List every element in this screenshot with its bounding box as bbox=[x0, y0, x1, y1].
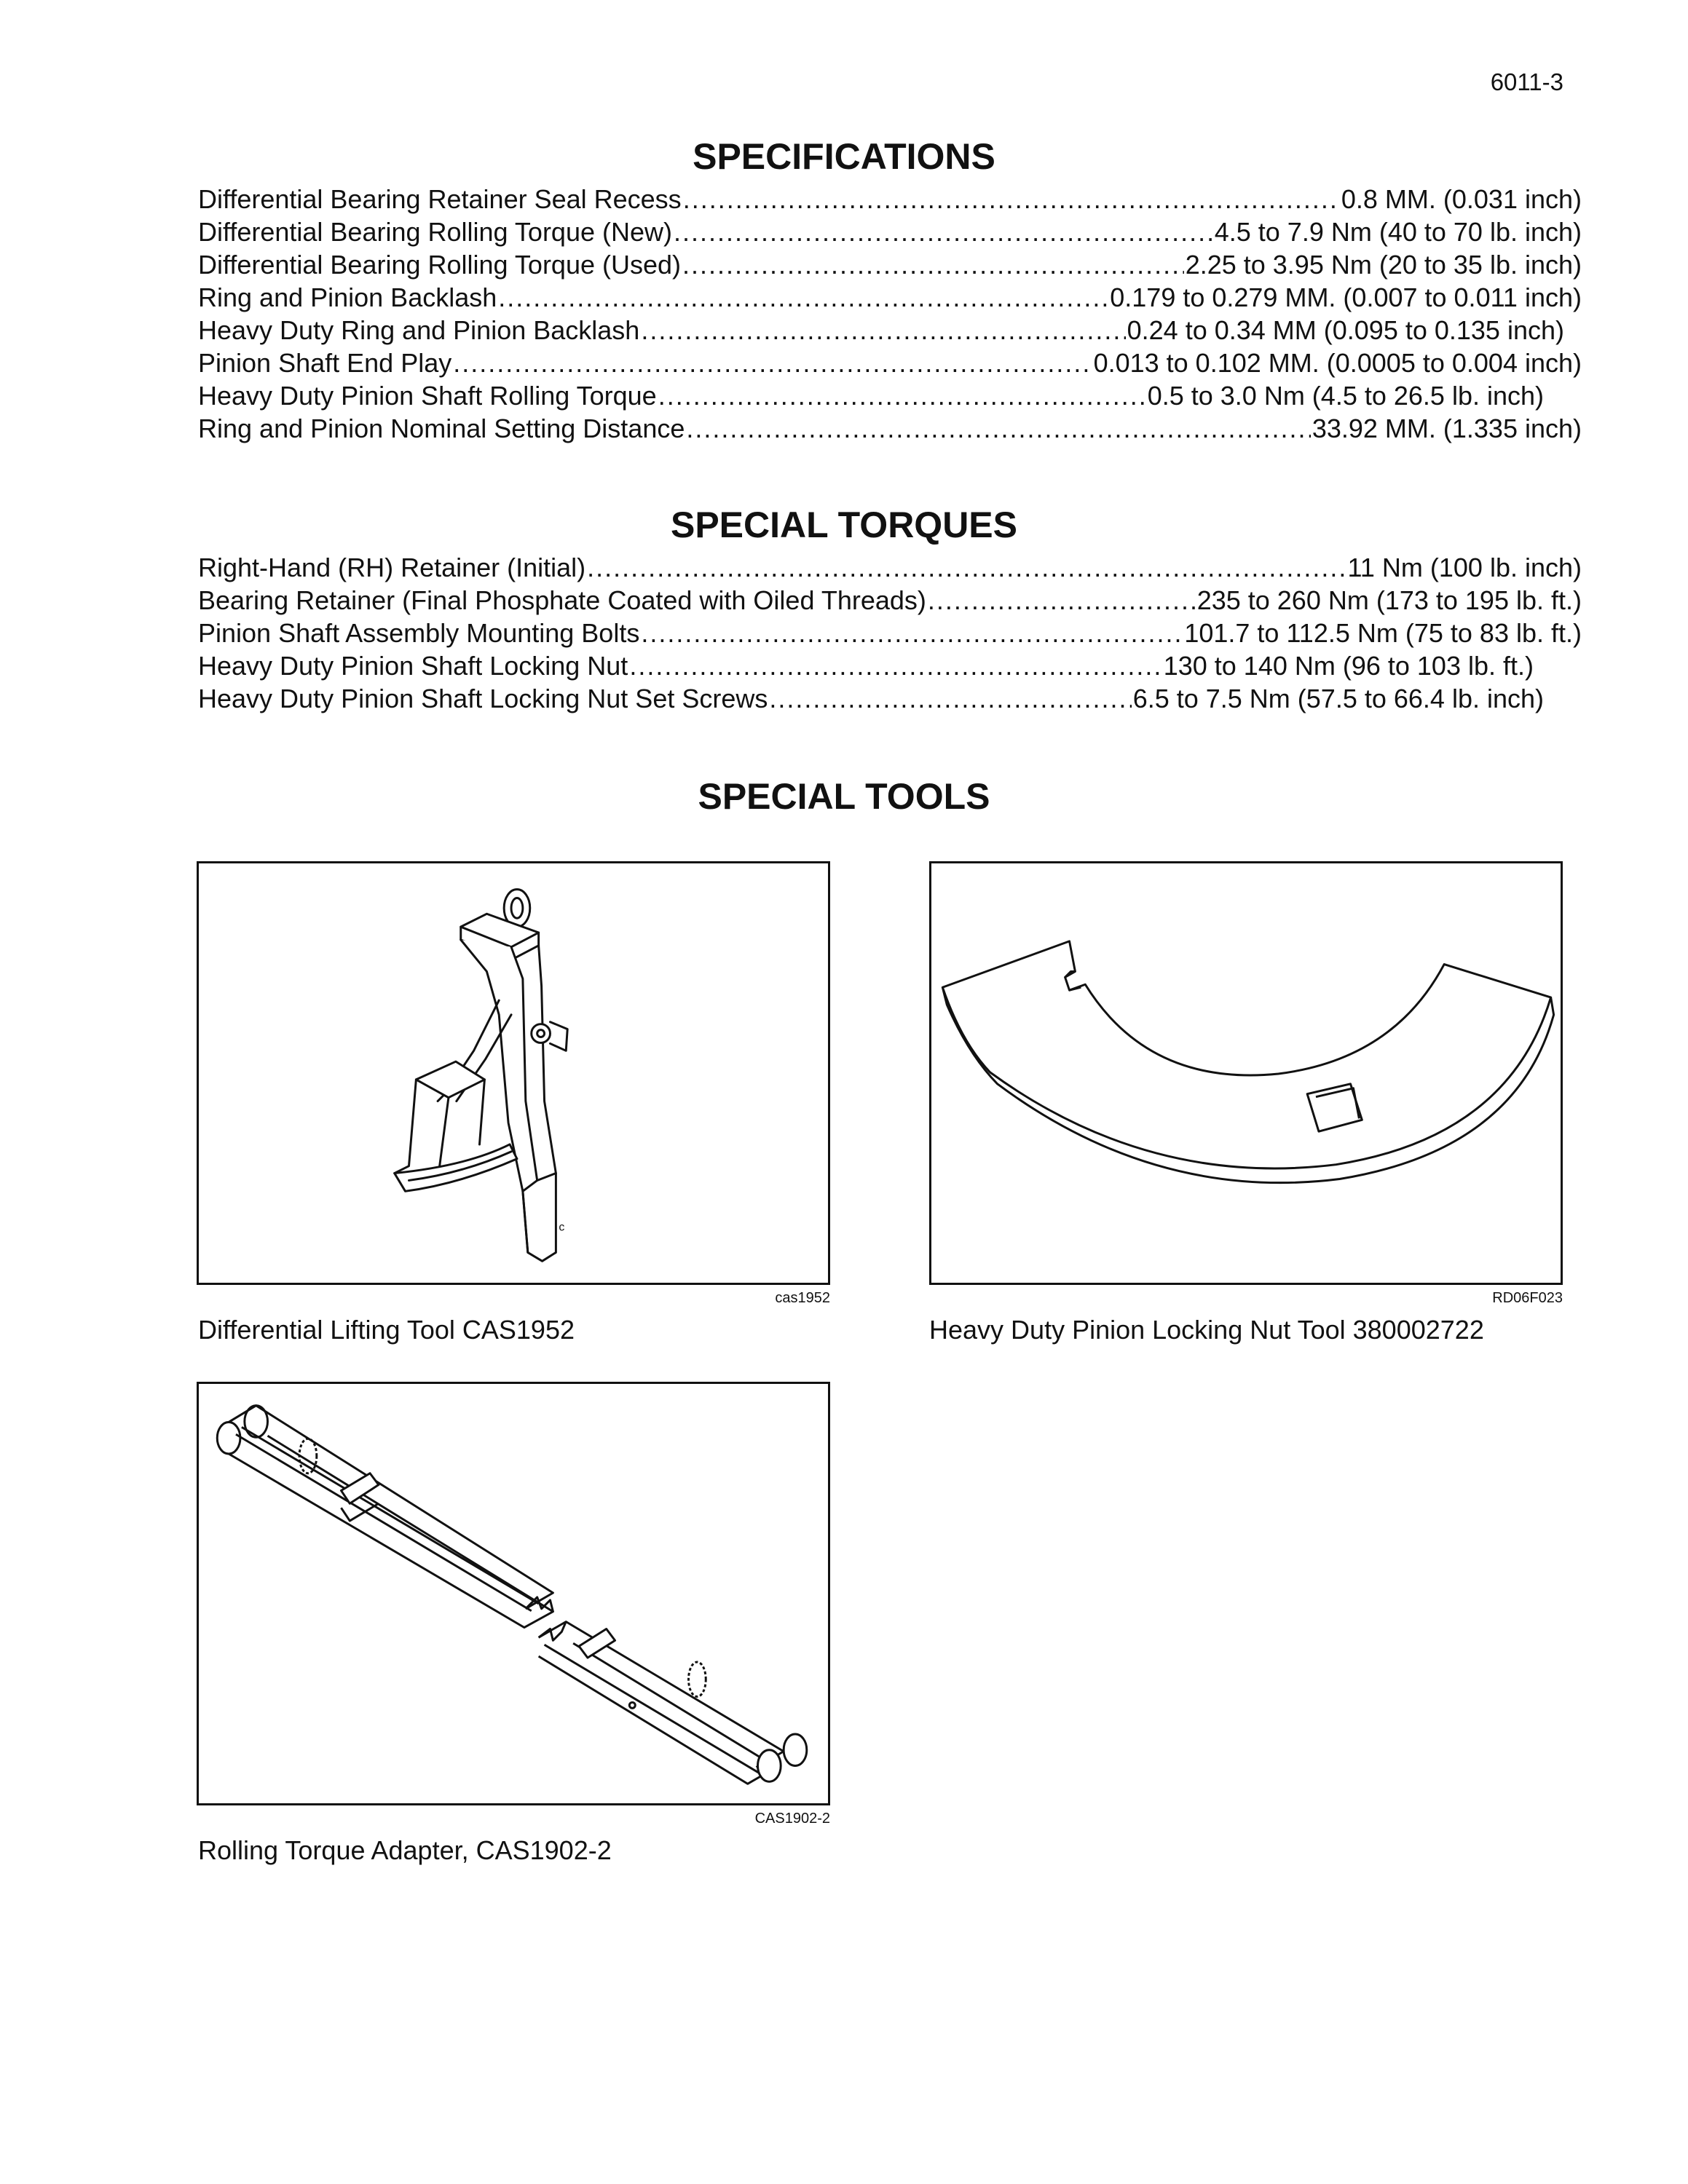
spec-row bbox=[198, 314, 1564, 347]
spec-name: Differential Bearing Rolling Torque (Used) bbox=[198, 250, 682, 280]
torque-name: Right-Hand (RH) Retainer (Initial) bbox=[198, 553, 586, 582]
spec-row bbox=[198, 347, 1582, 379]
dot-leader bbox=[683, 183, 1340, 215]
dot-leader bbox=[686, 412, 1310, 445]
locking-nut-tool-figure bbox=[929, 861, 1563, 1285]
spec-name: Ring and Pinion Backlash bbox=[198, 282, 497, 312]
torque-name: Pinion Shaft Assembly Mounting Bolts bbox=[198, 618, 640, 648]
torque-name: Bearing Retainer (Final Phosphate Coated with Oiled Threads) bbox=[198, 585, 926, 615]
dot-leader bbox=[682, 248, 1184, 281]
locking-nut-tool-illustration bbox=[931, 863, 1561, 1283]
spec-name: Differential Bearing Retainer Seal Recess bbox=[198, 184, 682, 214]
dot-leader bbox=[641, 314, 1125, 347]
rolling-torque-adapter-caption: Rolling Torque Adapter, CAS1902-2 bbox=[198, 1835, 612, 1865]
locking-nut-tool-caption: Heavy Duty Pinion Locking Nut Tool 380002722 bbox=[929, 1315, 1484, 1345]
torque-value: 130 to 140 Nm (96 to 103 lb. ft.) bbox=[1163, 651, 1534, 681]
rolling-torque-adapter-code: CAS1902-2 bbox=[754, 1811, 830, 1827]
spec-row bbox=[198, 379, 1544, 412]
lifting-tool-code: cas1952 bbox=[775, 1290, 830, 1306]
svg-text:c: c bbox=[559, 1221, 565, 1234]
spec-row bbox=[198, 248, 1582, 281]
special-torques-list bbox=[198, 551, 1582, 715]
lifting-tool-figure bbox=[197, 861, 830, 1285]
spec-value: 2.25 to 3.95 Nm (20 to 35 lb. inch) bbox=[1185, 250, 1582, 280]
specifications-heading: SPECIFICATIONS bbox=[693, 136, 995, 177]
lifting-tool-caption: Differential Lifting Tool CAS1952 bbox=[198, 1315, 575, 1345]
torque-value: 235 to 260 Nm (173 to 195 lb. ft.) bbox=[1196, 585, 1582, 615]
spec-row bbox=[198, 281, 1582, 314]
spec-name: Pinion Shaft End Play bbox=[198, 348, 452, 378]
spec-value: 0.013 to 0.102 MM. (0.0005 to 0.004 inch) bbox=[1093, 348, 1582, 378]
torque-row bbox=[198, 682, 1544, 715]
special-tools-heading: SPECIAL TOOLS bbox=[698, 776, 990, 817]
torque-row bbox=[198, 551, 1582, 584]
spec-value: 33.92 MM. (1.335 inch) bbox=[1312, 414, 1582, 443]
spec-value: 0.24 to 0.34 MM (0.095 to 0.135 inch) bbox=[1127, 315, 1564, 345]
spec-name: Heavy Duty Ring and Pinion Backlash bbox=[198, 315, 640, 345]
dot-leader bbox=[498, 281, 1108, 314]
dot-leader bbox=[769, 682, 1131, 715]
spec-value: 0.179 to 0.279 MM. (0.007 to 0.011 inch) bbox=[1110, 282, 1582, 312]
spec-row bbox=[198, 215, 1582, 248]
torque-value: 11 Nm (100 lb. inch) bbox=[1347, 553, 1582, 582]
rolling-torque-adapter-figure bbox=[197, 1382, 830, 1805]
spec-name: Heavy Duty Pinion Shaft Rolling Torque bbox=[198, 381, 657, 411]
torque-value: 6.5 to 7.5 Nm (57.5 to 66.4 lb. inch) bbox=[1132, 684, 1544, 713]
torque-row bbox=[198, 584, 1582, 617]
spec-value: 0.8 MM. (0.031 inch) bbox=[1341, 184, 1582, 214]
page-number: 6011-3 bbox=[1490, 68, 1563, 95]
dot-leader bbox=[641, 617, 1183, 649]
special-torques-heading: SPECIAL TORQUES bbox=[670, 505, 1018, 545]
dot-leader bbox=[587, 551, 1346, 584]
torque-name: Heavy Duty Pinion Shaft Locking Nut Set Screws bbox=[198, 684, 768, 713]
spec-value: 0.5 to 3.0 Nm (4.5 to 26.5 lb. inch) bbox=[1147, 381, 1544, 411]
torque-row bbox=[198, 649, 1534, 682]
locking-nut-tool-code: RD06F023 bbox=[1492, 1290, 1563, 1306]
torque-name: Heavy Duty Pinion Shaft Locking Nut bbox=[198, 651, 628, 681]
spec-name: Differential Bearing Rolling Torque (New) bbox=[198, 217, 672, 247]
spec-row bbox=[198, 183, 1582, 215]
torque-value: 101.7 to 112.5 Nm (75 to 83 lb. ft.) bbox=[1184, 618, 1582, 648]
lifting-tool-illustration bbox=[199, 863, 828, 1283]
spec-value: 4.5 to 7.9 Nm (40 to 70 lb. inch) bbox=[1214, 217, 1582, 247]
dot-leader bbox=[629, 649, 1162, 682]
spec-row bbox=[198, 412, 1582, 445]
torque-row bbox=[198, 617, 1582, 649]
dot-leader bbox=[453, 347, 1092, 379]
dot-leader bbox=[674, 215, 1213, 248]
dot-leader bbox=[658, 379, 1146, 412]
rolling-torque-adapter-illustration bbox=[199, 1384, 828, 1803]
spec-name: Ring and Pinion Nominal Setting Distance bbox=[198, 414, 685, 443]
dot-leader bbox=[928, 584, 1196, 617]
specifications-list bbox=[198, 183, 1582, 445]
